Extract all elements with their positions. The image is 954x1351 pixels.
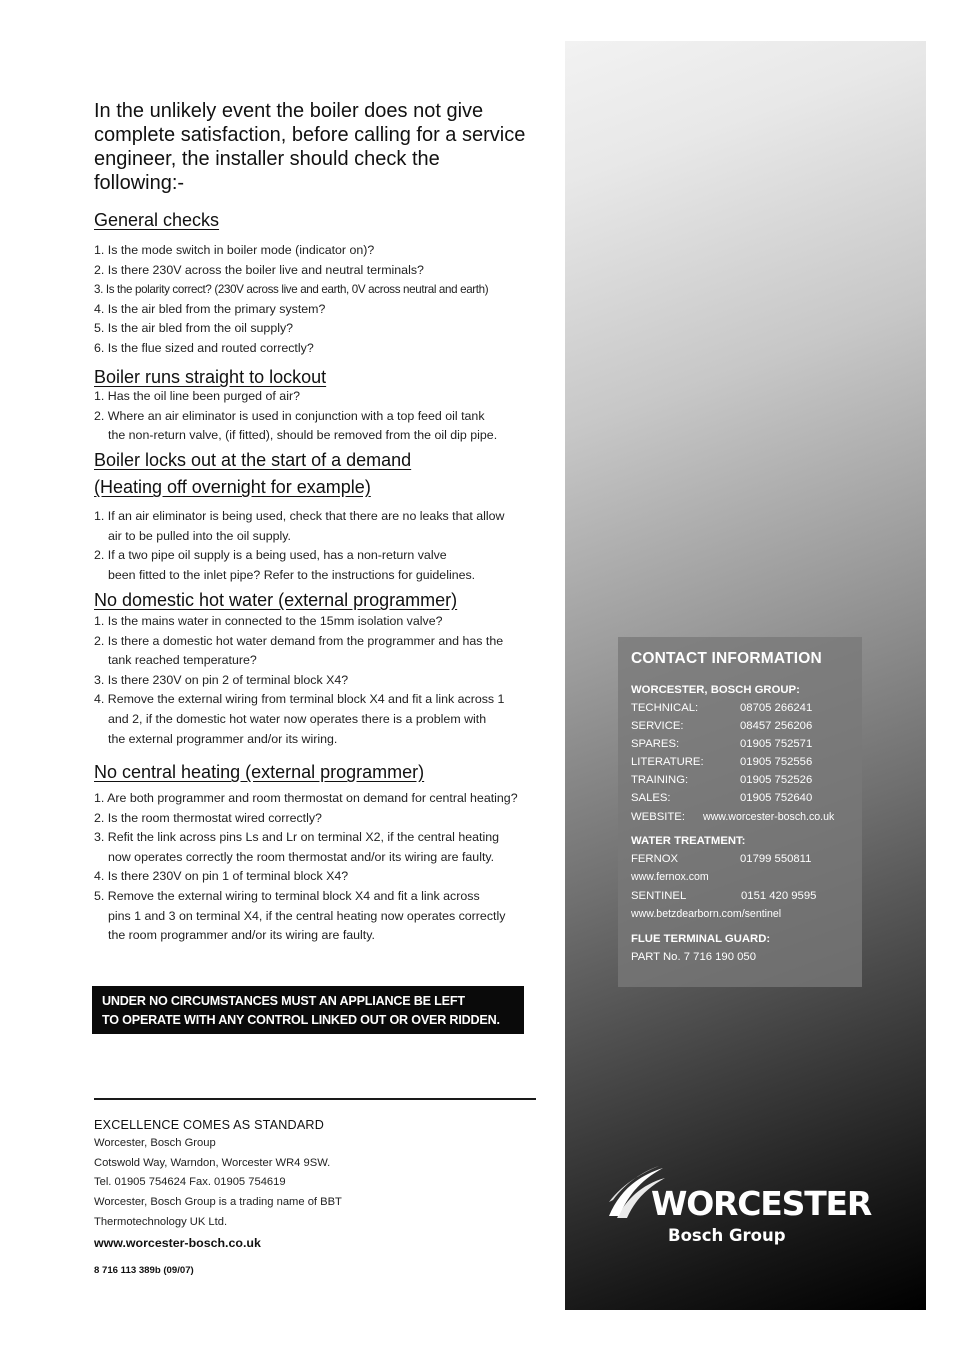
ch-title: No central heating (external programmer) (94, 762, 425, 782)
footer-line: Worcester, Bosch Group is a trading name of BBT (94, 1196, 342, 1209)
group-heading: WORCESTER, BOSCH GROUP: (631, 684, 800, 696)
list-item-continuation: the room programmer and/or its wiring are faulty. (108, 928, 375, 943)
contact-row-technical: TECHNICAL: 08705 266241 (631, 702, 813, 714)
list-item: 1. If an air eliminator is being used, check that there are no leaks that allow (94, 509, 505, 523)
list-item: 4. Is the air bled from the primary system? (94, 301, 326, 316)
flue-guard-heading: FLUE TERMINAL GUARD: (631, 933, 771, 945)
document-code: 8 716 113 389b (09/07) (94, 1264, 194, 1276)
general-checks-list (94, 241, 534, 359)
general-checks-title: General checks (94, 210, 220, 230)
warning-line-1: UNDER NO CIRCUMSTANCES MUST AN APPLIANCE BE LEFT (102, 994, 465, 1008)
worcester-wordmark: WORCESTER (651, 1184, 872, 1223)
contact-row-website: WEBSITE: www.worcester-bosch.co.uk (631, 811, 835, 823)
list-item: 5. Is the air bled from the oil supply? (94, 321, 294, 336)
list-item: 2. Is the room thermostat wired correctly? (94, 810, 322, 825)
footer-divider (94, 1098, 536, 1100)
flue-guard-part: PART No. 7 716 190 050 (631, 951, 756, 963)
sentinel-link[interactable]: www.betzdearborn.com/sentinel (631, 908, 782, 920)
list-item: 3. Is the polarity correct? (230V across live and earth, 0V across neutral and earth) (94, 283, 489, 297)
list-item-continuation: air to be pulled into the oil supply. (108, 528, 291, 543)
bosch-group-label: Bosch Group (668, 1226, 786, 1245)
safety-warning-box (92, 986, 524, 1034)
contact-row-service: SERVICE: 08457 256206 (631, 720, 813, 732)
footer-website-link[interactable]: www.worcester-bosch.co.uk (94, 1235, 261, 1250)
list-item: 2. Is there 230V across the boiler live and neutral terminals? (94, 262, 424, 277)
footer (94, 1116, 534, 1278)
contact-row-sales: SALES: 01905 752640 (631, 792, 813, 804)
lockout-title: Boiler runs straight to lockout (94, 367, 327, 387)
list-item-continuation: tank reached temperature? (108, 653, 257, 668)
footer-title: EXCELLENCE COMES AS STANDARD (94, 1118, 325, 1132)
lockout-list (94, 387, 534, 446)
contact-information-box (618, 637, 862, 987)
list-item-continuation: pins 1 and 3 on terminal X4, if the central heating now operates correctly (108, 908, 506, 923)
list-item: 4. Remove the external wiring from terminal block X4 and fit a link across 1 (94, 692, 505, 707)
demand-lockout-title-line1: Boiler locks out at the start of a demand (94, 450, 412, 470)
list-item-continuation: been fitted to the inlet pipe? Refer to the instructions for guidelines. (108, 567, 476, 582)
list-item-continuation: and 2, if the domestic hot water now operates there is a problem with (108, 711, 487, 726)
water-treatment-heading: WATER TREATMENT: (631, 835, 746, 847)
intro-heading: In the unlikely event the boiler does not give complete satisfaction, before calling for a service engineer, the installer should check the following:- (94, 100, 526, 194)
warning-line-2: TO OPERATE WITH ANY CONTROL LINKED OUT OR OVER RIDDEN. (102, 1013, 500, 1027)
footer-line: Worcester, Bosch Group (94, 1137, 216, 1149)
footer-line: Thermotechnology UK Ltd. (94, 1215, 228, 1228)
demand-lockout-title-line2: (Heating off overnight for example) (94, 477, 371, 497)
dhw-list (94, 612, 534, 749)
footer-line: Tel. 01905 754624 Fax. 01905 754619 (94, 1176, 286, 1189)
list-item-continuation: now operates correctly the room thermostat and/or its wiring are faulty. (108, 849, 495, 864)
list-item: 2. If a two pipe oil supply is a being used, has a non-return valve (94, 548, 447, 563)
website-link[interactable]: www.worcester-bosch.co.uk (703, 811, 835, 823)
list-item: 2. Is there a domestic hot water demand from the programmer and has the (94, 633, 504, 648)
demand-lockout-list (94, 507, 534, 585)
list-item: 4. Is there 230V on pin 1 of terminal block X4? (94, 869, 349, 884)
list-item-continuation: the external programmer and/or its wiring. (108, 731, 338, 746)
contact-row-sentinel: SENTINEL 0151 420 9595 (631, 890, 817, 902)
list-item: 5. Remove the external wiring to terminal block X4 and fit a link across (94, 888, 480, 903)
list-item: 2. Where an air eliminator is used in conjunction with a top feed oil tank (94, 408, 485, 423)
list-item: 6. Is the flue sized and routed correctly? (94, 340, 314, 355)
list-item: 1. Is the mains water in connected to the 15mm isolation valve? (94, 614, 443, 628)
dhw-title: No domestic hot water (external programmer) (94, 590, 458, 610)
contact-row-training: TRAINING: 01905 752526 (631, 774, 813, 786)
list-item: 1. Has the oil line been purged of air? (94, 389, 300, 403)
fernox-link[interactable]: www.fernox.com (631, 871, 709, 883)
contact-row-literature: LITERATURE: 01905 752556 (631, 756, 813, 768)
contact-row-spares: SPARES: 01905 752571 (631, 738, 813, 750)
list-item: 3. Is there 230V on pin 2 of terminal block X4? (94, 672, 349, 687)
list-item-continuation: the non-return valve, (if fitted), should be removed from the oil dip pipe. (108, 428, 498, 443)
list-item: 1. Is the mode switch in boiler mode (indicator on)? (94, 243, 375, 257)
contact-title: CONTACT INFORMATION (631, 650, 822, 667)
contact-row-fernox: FERNOX 01799 550811 (631, 853, 812, 865)
footer-line: Cotswold Way, Warndon, Worcester WR4 9SW. (94, 1156, 331, 1169)
list-item: 3. Refit the link across pins Ls and Lr on terminal X2, if the central heating (94, 830, 499, 845)
worcester-logo (607, 1162, 872, 1252)
list-item: 1. Are both programmer and room thermostat on demand for central heating? (94, 791, 518, 805)
ch-list (94, 789, 534, 946)
